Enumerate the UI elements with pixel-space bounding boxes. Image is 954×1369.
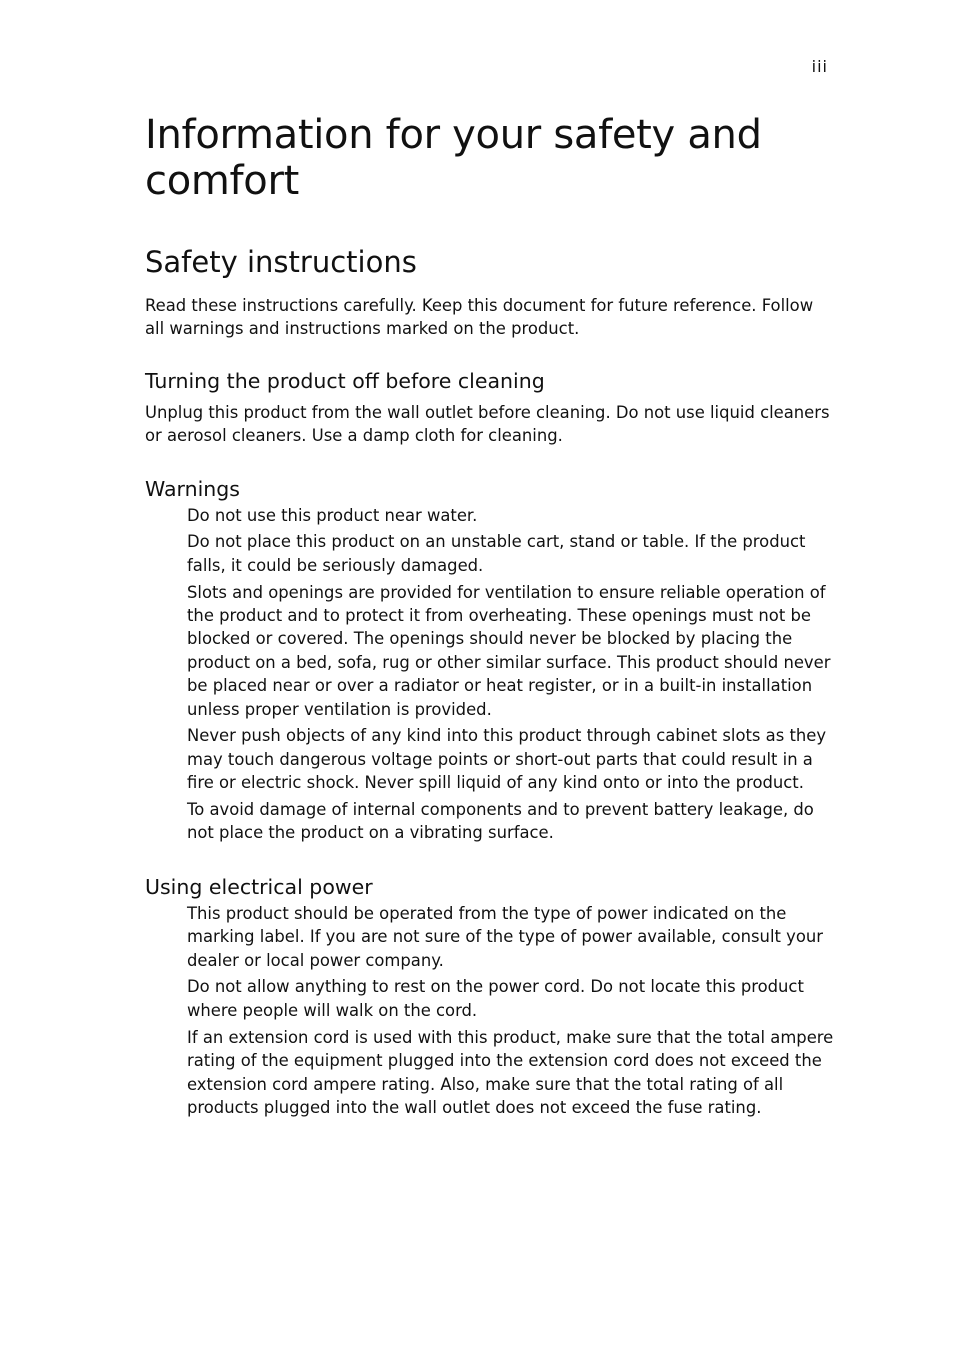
electrical-power-item: This product should be operated from the type of power indicated on the marking label. If you are not sure of the type of power available, consult your dealer or local power company. <box>187 903 823 970</box>
warning-item: Do not place this product on an unstable cart, stand or table. If the product falls, it could be seriously damaged. <box>187 532 806 575</box>
warning-item: Never push objects of any kind into this product through cabinet slots as they may touch dangerous voltage points or short-out parts that could result in a fire or electric shock. Never spill liquid of any kind onto or into the product. <box>187 726 827 793</box>
warning-item: Slots and openings are provided for ventilation to ensure reliable operation of the product and to protect it from overheating. These openings must not be blocked or covered. The openings should never be blocked by placing the product on a bed, sofa, rug or other similar surface. This product should never be placed near or over a radiator or heat register, or in a built-in installation unless proper ventilation is provided. <box>187 582 831 719</box>
warning-item: Do not use this product near water. <box>187 505 478 525</box>
subsection-title-electrical-power: Using electrical power <box>145 874 373 899</box>
turning-off-paragraph: Unplug this product from the wall outlet before cleaning. Do not use liquid cleaners or aerosol cleaners. Use a damp cloth for cleaning. <box>145 402 830 446</box>
warnings-list <box>187 504 835 845</box>
safety-intro-paragraph: Read these instructions carefully. Keep this document for future reference. Follow all warnings and instructions marked on the product. <box>145 296 814 339</box>
electrical-power-list <box>187 902 835 1119</box>
page-number: iii <box>811 57 828 76</box>
document-title: Information for your safety and comfort <box>145 112 762 204</box>
warning-item: To avoid damage of internal components and to prevent battery leakage, do not place the product on a vibrating surface. <box>187 800 814 843</box>
section-title-safety-instructions: Safety instructions <box>145 245 417 279</box>
subsection-title-warnings: Warnings <box>145 476 240 501</box>
electrical-power-item: If an extension cord is used with this product, make sure that the total ampere rating of the equipment plugged into the extension cord does not exceed the extension cord ampere rating. Also, make sure that the total rating of all products plugged into the wall outlet does not exceed the fuse rating. <box>187 1027 834 1117</box>
subsection-title-turning-off: Turning the product off before cleaning <box>145 368 545 393</box>
page-content <box>145 112 835 1123</box>
electrical-power-item: Do not allow anything to rest on the power cord. Do not locate this product where people will walk on the cord. <box>187 977 804 1020</box>
